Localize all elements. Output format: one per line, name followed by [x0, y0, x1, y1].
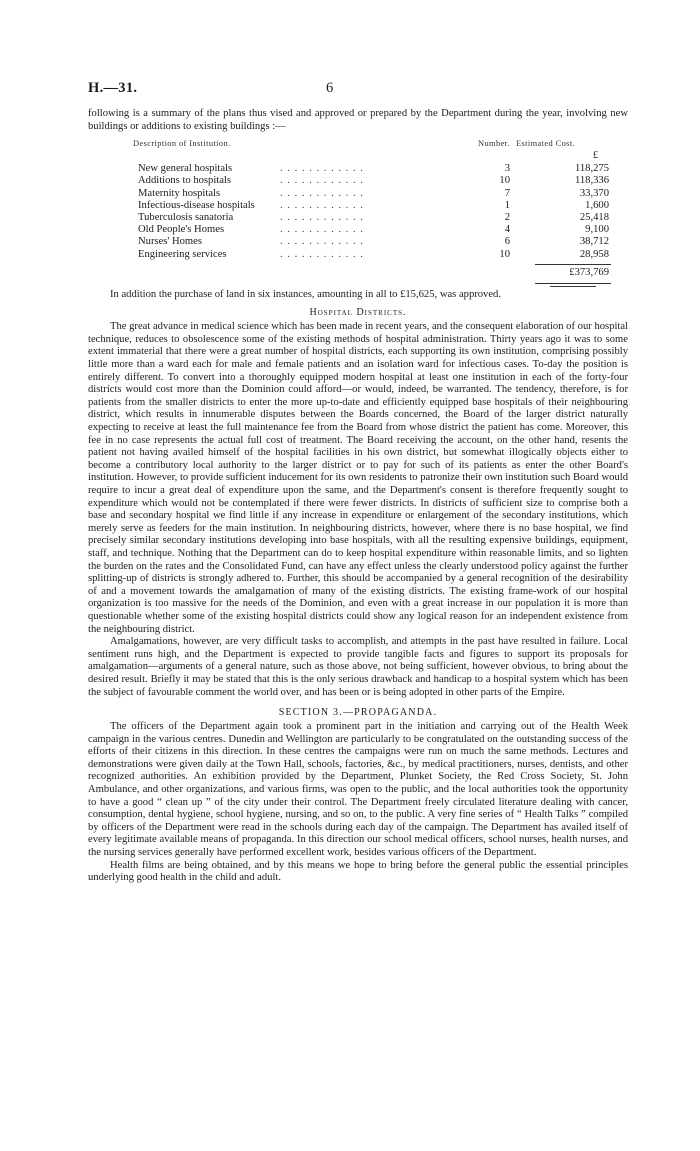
- row-description: Engineering services: [138, 248, 227, 260]
- table-row: [88, 188, 628, 200]
- leader-dots: . . . . . . . . . . . .: [280, 224, 364, 236]
- row-number: 3: [504, 163, 510, 175]
- rule-line: [535, 283, 611, 284]
- leader-dots: . . . . . . . . . . . .: [280, 175, 364, 187]
- row-number: 10: [499, 248, 510, 260]
- section-heading-hospital-districts: Hospital Districts.: [309, 307, 407, 319]
- row-number: 6: [504, 236, 510, 248]
- paragraph: The officers of the Department again took a prominent part in the initiation and carrying out of the Health Week campaign in the various centres. Dunedin and Wellington are particularly to be congratulated on the outstanding success of the efforts of their citizens in this direction. In these centres the campaigns were run on much the same methods. Lectures and demonstrations were given daily at the Town Hall, schools, factories, &c., by medical practitioners, nurses, dentists, and other recognized authorities. An exhibition provided by the Department, Plunket Society, the Red Cross Society, St. John Ambulance, and other organizations, and various firms, was open to the public, and the local authorities took the opportunity to have a good “ clean up ” of the city under their control. The Department freely circulated literature dealing with cancer, consumption, dental hygiene, school hygiene, nursing, and so on, to the public. A very fine series of “ Health Talks ” compiled by officers of the Department were read in the schools during each day of the campaign. The Department has availed itself of every legitimate available means of propaganda. In this direction our school medical officers, school nurses, health nurses, and the nursing services generally have performed excellent work, besides various officers of the Department.: [88, 721, 628, 859]
- table-header: [88, 139, 628, 152]
- row-description: Old People's Homes: [138, 224, 225, 236]
- column-header-description: Description of Institution.: [133, 139, 231, 149]
- paragraph: The great advance in medical science which has been made in recent years, and the consequent elaboration of our hospital technique, reduces to obsolescence some of the existing methods of hospital administration. Thirty years ago it was to some extent immaterial that there were a great number of hospital districts, each supporting its own institution, comprising possibly little more than a ward each for male and female patients and an isolation ward for infectious cases. To-day the position is entirely different. To convert into a thoroughly equipped modern hospital at least one institution in each of the forty-four districts would cost more than the Dominion could afford—or would, indeed, be warranted. The tendency, therefore, is for patients from the smaller districts to enter the more up-to-date and efficiently equipped base hospitals of their neighbouring district, which results in innumerable disputes between the Boards concerned, the Board of the larger district naturally expecting to receive at least the full maintenance fee from the Board from whose district the patient has come. Moreover, this fee in no case represents the actual full cost of treatment. The Board receiving the account, on the other hand, resents the patient not having availed himself of the hospital facilities in his own district, but somewhat illogically objects either to become a contributory local authority to the larger district or to pay for such of its patients as enter the other Board's institution. However, to provide sufficient inducement for its own residents to patronize their own institution such Board would require to incur a great deal of expenditure upon the same, and the Department's consent is therefore frequently sought to expenditure which would not be contemplated if there were fewer districts. In districts of sufficient size to comprise both a base and secondary hospital we find little if any increase in expenditure or enlargement of the secondary institutions, which merely serve as feeders for the main institution. In neighbouring districts, however, where there is no base hospital, we find precisely similar secondary institutions developing into base hospitals, with all the resulting expensive buildings, equipment, staff, and technique. Nothing that the Department can do to keep hospital expenditure within reasonable limits, and so lighten the burden on the rates and the Consolidated Fund, can have any effect unless the clearly understood policy against the further splitting-up of districts is strongly adhered to. Further, this should be accompanied by a general recognition of the desirability of and a movement towards the amalgamation of many of the existing districts. The existing frame-work of our hospital organization is too massive for the needs of the Dominion, and even with a great increase in our population it is more than questionable whether some of the existing hospital districts could show any logical reason for an independent existence from the neighbouring district.: [88, 321, 628, 635]
- land-paragraph: In addition the purchase of land in six instances, amounting in all to £15,625, was approved.: [110, 288, 502, 300]
- total-row: [88, 267, 628, 281]
- table-row: [88, 212, 628, 224]
- row-cost: 28,958: [579, 248, 609, 260]
- row-cost: 33,370: [579, 187, 609, 199]
- row-cost: 25,418: [579, 211, 609, 223]
- leader-dots: . . . . . . . . . . . .: [280, 187, 364, 199]
- page-header: [88, 80, 628, 100]
- page-number: 6: [326, 80, 334, 96]
- row-description: Nurses' Homes: [138, 236, 202, 248]
- leader-dots: . . . . . . . . . . . .: [280, 236, 364, 248]
- row-cost: 38,712: [579, 236, 609, 248]
- row-cost: 118,336: [574, 175, 609, 187]
- row-cost: 9,100: [585, 224, 609, 236]
- table-row: [88, 224, 628, 236]
- leader-dots: . . . . . . . . . . . .: [280, 211, 364, 223]
- document-id: H.—31.: [88, 80, 138, 96]
- currency-unit-row: [88, 152, 628, 163]
- row-number: 4: [504, 224, 510, 236]
- document-body: [88, 108, 628, 885]
- leader-dots: . . . . . . . . . . . .: [280, 248, 364, 260]
- leader-dots: . . . . . . . . . . . .: [280, 163, 364, 175]
- rule-line: [535, 264, 611, 265]
- intro-paragraph: following is a summary of the plans thus vised and approved or prepared by the Department during the year, involving new buildings or additions to existing buildings :—: [88, 108, 628, 132]
- table-row: [88, 236, 628, 248]
- plans-table: [88, 139, 628, 289]
- table-row: [88, 249, 628, 261]
- row-number: 10: [499, 175, 510, 187]
- total-cost: £373,769: [569, 266, 609, 278]
- paragraph: Health films are being obtained, and by this means we hope to bring before the general public the essential principles underlying good health in the child and adult.: [88, 859, 628, 884]
- currency-unit: £: [593, 150, 598, 162]
- row-description: Tuberculosis sanatoria: [138, 211, 234, 223]
- row-description: Infectious-disease hospitals: [138, 199, 255, 211]
- row-cost: 118,275: [574, 163, 609, 175]
- table-row: [88, 175, 628, 187]
- row-number: 1: [504, 199, 510, 211]
- section-heading-propaganda: SECTION 3.—PROPAGANDA.: [278, 707, 438, 719]
- rule-line-short: [550, 286, 596, 287]
- row-number: 7: [504, 187, 510, 199]
- leader-dots: . . . . . . . . . . . .: [280, 199, 364, 211]
- row-description: Maternity hospitals: [138, 187, 221, 199]
- table-row: [88, 200, 628, 212]
- paragraph: Amalgamations, however, are very difficult tasks to accomplish, and attempts in the past have resulted in failure. Local sentiment runs high, and the Department is expected to provide tangible facts and figures to support its proposals for amalgamation—arguments of a general nature, such as those above, not being sufficient, however obvious, to bring about the desired result. Briefly it may be stated that this is the only serious drawback and handicap to a hospital system which has been the subject of favourable comment the world over, and has been or is being adopted in other parts of the Empire.: [88, 636, 628, 698]
- row-number: 2: [504, 211, 510, 223]
- total-rule-bottom: [88, 281, 628, 289]
- table-row: [88, 163, 628, 175]
- column-header-number: Number.: [478, 139, 510, 149]
- row-cost: 1,600: [585, 199, 609, 211]
- column-header-cost: Estimated Cost.: [516, 139, 576, 149]
- row-description: New general hospitals: [138, 163, 233, 175]
- row-description: Additions to hospitals: [138, 175, 231, 187]
